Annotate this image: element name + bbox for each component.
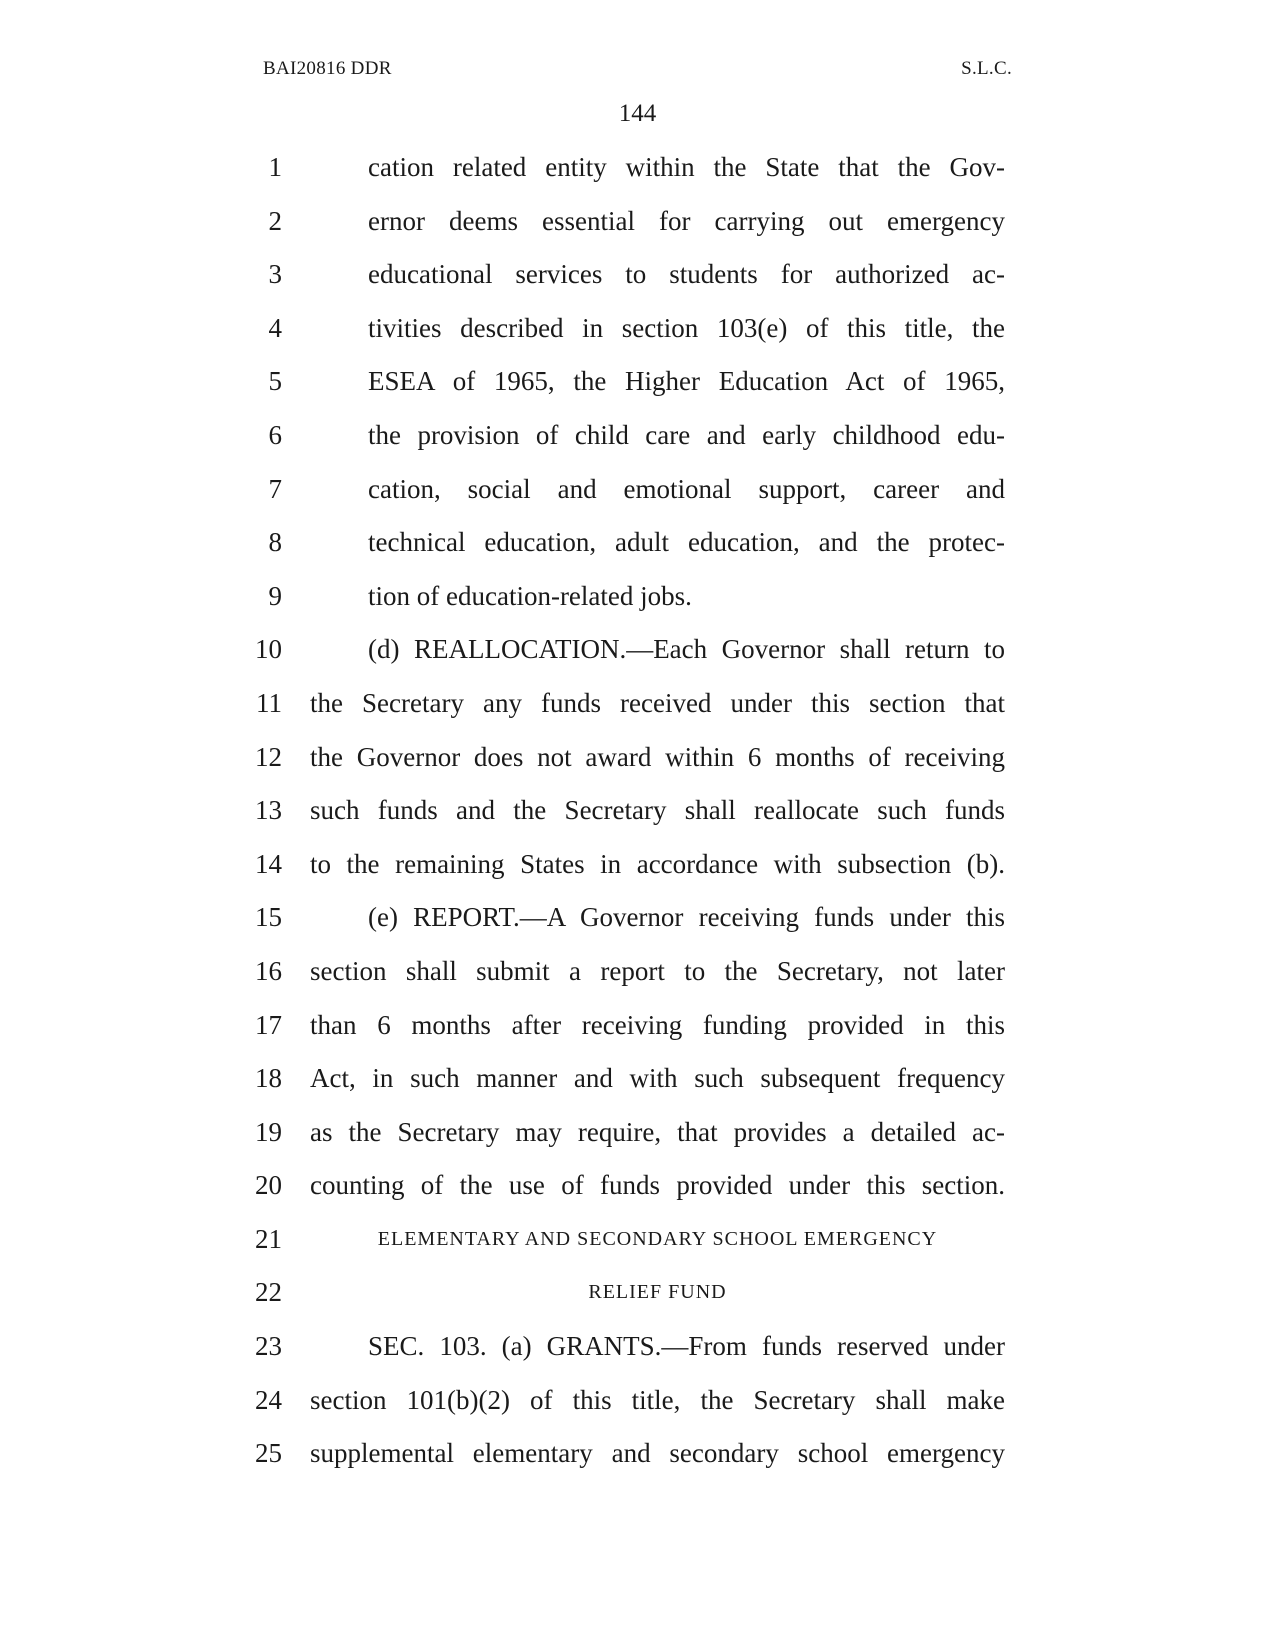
text-line bbox=[0, 1426, 1275, 1480]
line-number: 20 bbox=[255, 1170, 282, 1201]
line-text: tion of education-related jobs. bbox=[368, 580, 692, 611]
line-number: 25 bbox=[255, 1438, 282, 1469]
text-line bbox=[0, 890, 1275, 944]
line-text: the Governor does not award within 6 months of receiving bbox=[310, 741, 1005, 772]
text-line bbox=[0, 247, 1275, 301]
document-class: S.L.C. bbox=[961, 58, 1012, 79]
line-number: 4 bbox=[268, 312, 282, 343]
document-id: BAI20816 DDR bbox=[263, 58, 392, 79]
line-number: 13 bbox=[255, 795, 282, 826]
line-text: supplemental elementary and secondary school emergency bbox=[310, 1438, 1005, 1469]
text-line bbox=[0, 1373, 1275, 1427]
text-line bbox=[0, 140, 1275, 194]
text-line bbox=[0, 622, 1275, 676]
line-text: SEC. 103. (a) GRANTS.—From funds reserved under bbox=[368, 1331, 1005, 1362]
line-number: 8 bbox=[268, 527, 282, 558]
text-line bbox=[0, 1319, 1275, 1373]
text-line bbox=[0, 408, 1275, 462]
line-text: to the remaining States in accordance with subsection (b). bbox=[310, 848, 1005, 879]
section-heading: RELIEF FUND bbox=[588, 1281, 727, 1304]
section-heading: ELEMENTARY AND SECONDARY SCHOOL EMERGENCY bbox=[377, 1227, 938, 1250]
text-line bbox=[0, 1158, 1275, 1212]
line-number: 15 bbox=[255, 902, 282, 933]
line-text: (d) REALLOCATION.—Each Governor shall return to bbox=[368, 634, 1005, 665]
line-text: Act, in such manner and with such subsequent frequency bbox=[310, 1063, 1005, 1094]
text-line bbox=[0, 944, 1275, 998]
line-text: such funds and the Secretary shall reallocate such funds bbox=[310, 795, 1005, 826]
line-number: 6 bbox=[268, 419, 282, 450]
line-number: 23 bbox=[255, 1331, 282, 1362]
text-line bbox=[0, 1105, 1275, 1159]
line-number: 9 bbox=[268, 580, 282, 611]
line-text: as the Secretary may require, that provides a detailed ac- bbox=[310, 1116, 1005, 1147]
line-text: cation, social and emotional support, career and bbox=[368, 473, 1005, 504]
line-text: ESEA of 1965, the Higher Education Act of 1965, bbox=[368, 366, 1005, 397]
text-line bbox=[0, 1212, 1275, 1266]
line-number: 2 bbox=[268, 205, 282, 236]
page-number: 144 bbox=[618, 100, 657, 127]
line-text: the provision of child care and early childhood edu- bbox=[368, 419, 1005, 450]
text-line bbox=[0, 837, 1275, 891]
text-line bbox=[0, 354, 1275, 408]
line-text: (e) REPORT.—A Governor receiving funds under this bbox=[368, 902, 1005, 933]
text-line bbox=[0, 462, 1275, 516]
line-number: 21 bbox=[255, 1223, 282, 1254]
line-number: 17 bbox=[255, 1009, 282, 1040]
line-number: 24 bbox=[255, 1384, 282, 1415]
line-text: cation related entity within the State that the Gov- bbox=[368, 152, 1005, 182]
text-line bbox=[0, 783, 1275, 837]
text-line bbox=[0, 676, 1275, 730]
line-number: 1 bbox=[268, 152, 282, 182]
line-text: section shall submit a report to the Secretary, not later bbox=[310, 955, 1005, 986]
line-text: than 6 months after receiving funding provided in this bbox=[310, 1009, 1005, 1040]
line-number: 3 bbox=[268, 259, 282, 290]
text-line bbox=[0, 1051, 1275, 1105]
bill-text-body bbox=[0, 140, 1275, 1480]
text-line bbox=[0, 1265, 1275, 1319]
line-number: 7 bbox=[268, 473, 282, 504]
text-line bbox=[0, 194, 1275, 248]
line-number: 12 bbox=[255, 741, 282, 772]
line-number: 10 bbox=[255, 634, 282, 665]
text-line bbox=[0, 301, 1275, 355]
line-number: 22 bbox=[255, 1277, 282, 1308]
line-number: 14 bbox=[255, 848, 282, 879]
line-number: 18 bbox=[255, 1063, 282, 1094]
line-number: 5 bbox=[268, 366, 282, 397]
line-text: section 101(b)(2) of this title, the Secretary shall make bbox=[310, 1384, 1005, 1415]
line-text: tivities described in section 103(e) of this title, the bbox=[368, 312, 1005, 343]
line-text: counting of the use of funds provided under this section. bbox=[310, 1170, 1005, 1201]
line-number: 11 bbox=[256, 687, 282, 718]
text-line bbox=[0, 730, 1275, 784]
text-line bbox=[0, 515, 1275, 569]
line-number: 19 bbox=[255, 1116, 282, 1147]
line-text: ernor deems essential for carrying out emergency bbox=[368, 205, 1005, 236]
line-number: 16 bbox=[255, 955, 282, 986]
line-text: the Secretary any funds received under this section that bbox=[310, 687, 1005, 718]
line-text: technical education, adult education, and the protec- bbox=[368, 527, 1005, 558]
line-text: educational services to students for authorized ac- bbox=[368, 259, 1005, 290]
text-line bbox=[0, 998, 1275, 1052]
text-line bbox=[0, 569, 1275, 623]
